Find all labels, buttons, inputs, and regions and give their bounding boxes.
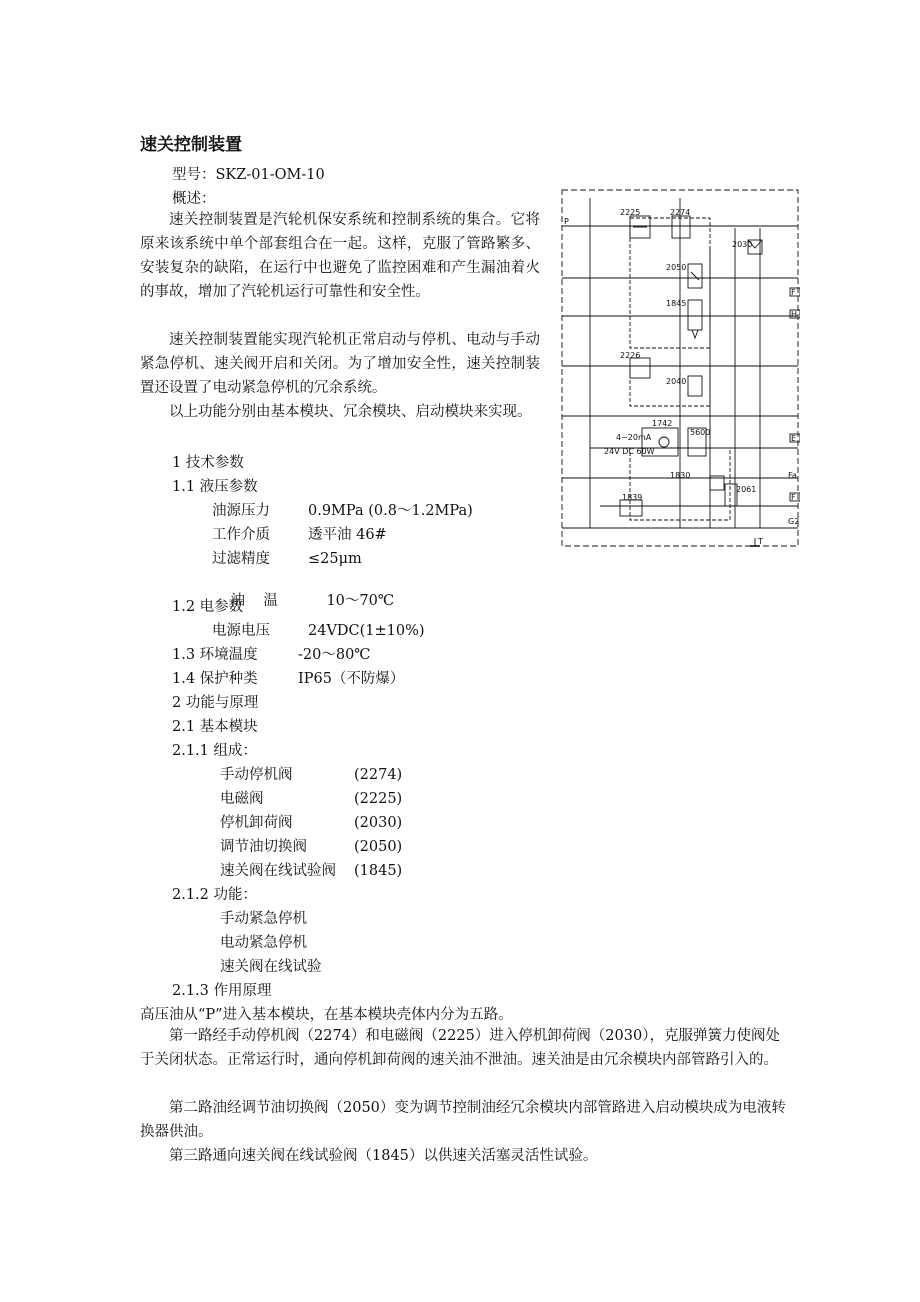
param-label: 油 温 xyxy=(230,593,278,609)
diagram-label-2225: 2225 xyxy=(620,208,641,217)
component-name: 手动停机阀 xyxy=(220,767,293,783)
component-code: (2225) xyxy=(354,791,403,807)
param-row xyxy=(172,670,404,688)
diagram-label-2030: 2030 xyxy=(732,240,753,249)
component-row xyxy=(220,838,402,856)
param-value: IP65（不防爆） xyxy=(298,671,405,687)
param-value: ≤25μm xyxy=(308,551,362,567)
param-row xyxy=(212,526,387,544)
diagram-label-2274: 2274 xyxy=(670,208,691,217)
diagram-port-label: H xyxy=(791,310,798,319)
section-2-1-2-heading: 2.1.2 功能： xyxy=(172,887,258,903)
valve-1839 xyxy=(620,500,642,516)
section-2-heading: 2 功能与原理 xyxy=(172,695,259,711)
valve-2226 xyxy=(630,358,650,378)
diagram-label-1742: 1742 xyxy=(652,419,673,428)
section-1-3-heading: 1.3 环境温度 xyxy=(172,647,258,663)
principle-paragraph-3: 第三路通向速关阀在线试验阀（1845）以供速关活塞灵活性试验。 xyxy=(169,1148,598,1164)
param-row xyxy=(212,550,362,568)
component-row xyxy=(220,862,402,880)
param-row xyxy=(212,502,473,520)
diagram-label-2040: 2040 xyxy=(666,377,687,386)
valve-2040 xyxy=(688,376,702,396)
diagram-label-dc: 24V DC 60W xyxy=(604,447,655,456)
param-value: 0.9MPa (0.8～1.2MPa) xyxy=(308,503,473,519)
overview-paragraph-2: 速关控制装置能实现汽轮机正常启动与停机、电动与手动紧急停机、速关阀开启和关闭。为了增加安全性，速关控制装置还设置了电动紧急停机的冗余系统。 xyxy=(140,332,540,396)
diagram-label-t: T xyxy=(758,537,763,546)
valve-1845 xyxy=(688,300,702,330)
model-number: 型号：SKZ-01-OM-10 xyxy=(172,167,325,183)
diagram-port-label: E xyxy=(791,434,797,443)
param-value: 10～70℃ xyxy=(326,593,395,609)
section-2-1-3-heading: 2.1.3 作用原理 xyxy=(172,983,272,999)
param-label: 工作介质 xyxy=(212,527,270,543)
function-item: 速关阀在线试验 xyxy=(220,959,322,975)
function-item: 手动紧急停机 xyxy=(220,911,307,927)
component-row xyxy=(220,814,402,832)
component-code: (2274) xyxy=(354,767,403,783)
section-1-4-heading: 1.4 保护种类 xyxy=(172,671,258,687)
component-row xyxy=(220,766,402,784)
hydraulic-schematic-diagram xyxy=(560,188,800,550)
diagram-port-label: Fa xyxy=(788,471,797,480)
diagram-port-label: F xyxy=(791,493,796,502)
component-name: 调节油切换阀 xyxy=(220,839,307,855)
param-label: 电源电压 xyxy=(212,623,270,639)
principle-intro: 高压油从“P”进入基本模块，在基本模块壳体内分为五路。 xyxy=(140,1007,513,1023)
component-code: (2050) xyxy=(354,839,403,855)
valve-2274 xyxy=(672,216,690,238)
diagram-label-2050: 2050 xyxy=(666,263,687,272)
section-2-1-heading: 2.1 基本模块 xyxy=(172,719,258,735)
param-value: 透平油 46# xyxy=(308,527,387,543)
diagram-port-label: G2 xyxy=(788,517,800,526)
section-1-2-heading: 1.2 电参数 xyxy=(172,599,244,615)
diagram-label-1839: 1839 xyxy=(622,493,643,502)
param-label: 过滤精度 xyxy=(212,551,270,567)
param-value: -20～80℃ xyxy=(298,647,371,663)
diagram-label-ma: 4~20mA xyxy=(616,433,652,442)
function-item: 电动紧急停机 xyxy=(220,935,307,951)
component-name: 停机卸荷阀 xyxy=(220,815,293,831)
section-1-1-heading: 1.1 液压参数 xyxy=(172,479,258,495)
param-row xyxy=(212,622,425,640)
component-name: 电磁阀 xyxy=(220,791,264,807)
section-2-1-1-heading: 2.1.1 组成： xyxy=(172,743,258,759)
diagram-label-1845: 1845 xyxy=(666,299,687,308)
param-label: 油源压力 xyxy=(212,503,270,519)
component-row xyxy=(220,790,402,808)
principle-paragraph-1: 第一路经手动停机阀（2274）和电磁阀（2225）进入停机卸荷阀（2030），克服弹簧力使阀处于关闭状态。正常运行时，通向停机卸荷阀的速关油不泄油。速关油是由冗余模块内部管路引入的。 xyxy=(140,1028,780,1068)
diagram-label-2226: 2226 xyxy=(620,351,641,360)
document-title: 速关控制装置 xyxy=(140,135,242,155)
component-name: 速关阀在线试验阀 xyxy=(220,863,336,879)
overview-heading: 概述： xyxy=(172,191,216,207)
overview-paragraph-3: 以上功能分别由基本模块、冗余模块、启动模块来实现。 xyxy=(169,404,532,420)
component-code: (1845) xyxy=(354,863,403,879)
section-1-heading: 1 技术参数 xyxy=(172,455,244,471)
diagram-label-p: P xyxy=(564,217,569,226)
principle-paragraph-2: 第二路油经调节油切换阀（2050）变为调节控制油经冗余模块内部管路进入启动模块成为电液转换器供油。 xyxy=(140,1100,786,1140)
component-code: (2030) xyxy=(354,815,403,831)
diagram-label-2061: 2061 xyxy=(736,485,757,494)
param-row xyxy=(172,646,371,664)
diagram-label-1830: 1830 xyxy=(670,471,691,480)
param-value: 24VDC(1±10%) xyxy=(308,623,425,639)
overview-paragraph-1: 速关控制装置是汽轮机保安系统和控制系统的集合。它将原来该系统中单个部套组合在一起。这样，克服了管路繁多、安装复杂的缺陷，在运行中也避免了监控困难和产生漏油着火的事故，增加了汽轮机运行可靠性和安全性。 xyxy=(140,212,540,300)
diagram-label-5600: 5600 xyxy=(690,428,711,437)
diagram-port-label: F xyxy=(791,288,796,297)
